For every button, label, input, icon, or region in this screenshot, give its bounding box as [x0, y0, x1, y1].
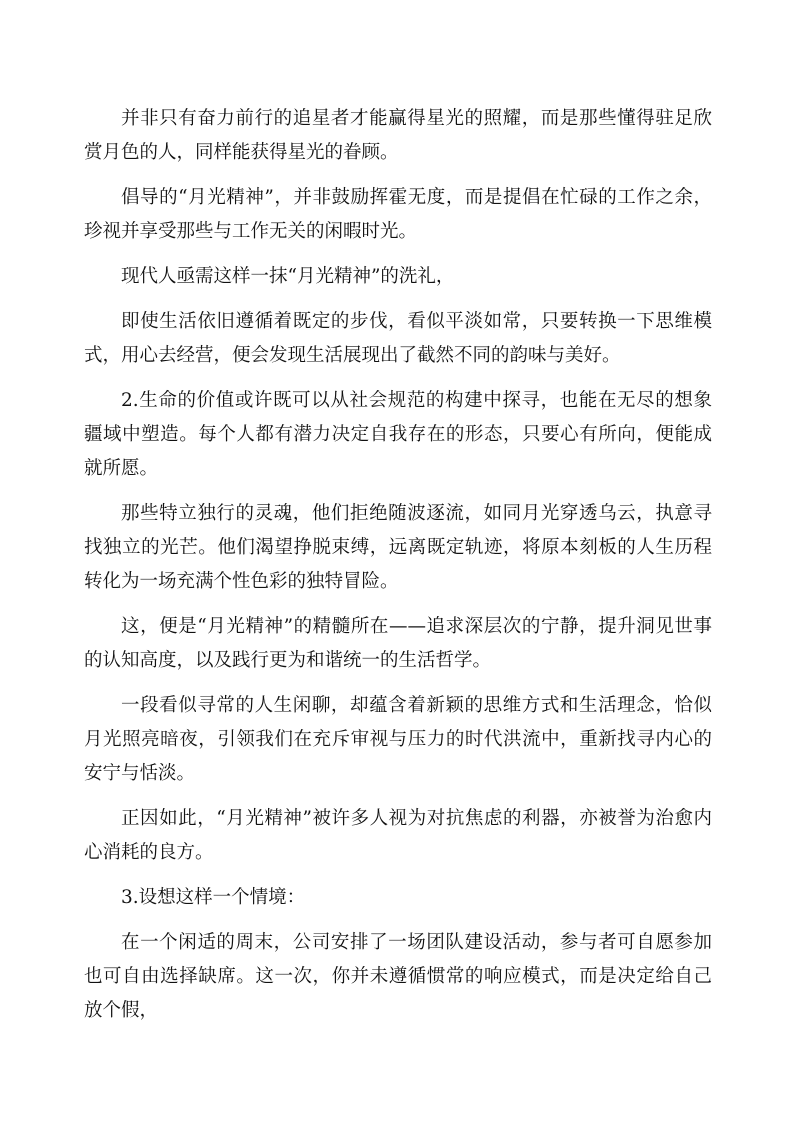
paragraph: 这，便是“月光精神”的精髓所在——追求深层次的宁静，提升洞见世事的认知高度，以及践行更为和谐统一的生活哲学。 — [84, 616, 712, 671]
paragraph: 现代人亟需这样一抹“月光精神”的洗礼， — [121, 266, 455, 287]
paragraph: 2.生命的价值或许既可以从社会规范的构建中探寻，也能在无尽的想象疆域中塑造。每个人都有潜力决定自我存在的形态，只要心有所向，便能成就所愿。 — [84, 390, 712, 479]
paragraph: 3.设想这样一个情境： — [121, 887, 306, 908]
document-body — [84, 102, 712, 1039]
paragraph: 一段看似寻常的人生闲聊，却蕴含着新颖的思维方式和生活理念，恰似月光照亮暗夜，引领我们在充斥审视与压力的时代洪流中，重新找寻内心的安宁与恬淡。 — [84, 695, 712, 784]
paragraph: 在一个闲适的周末，公司安排了一场团队建设活动，参与者可自愿参加也可自由选择缺席。这一次，你并未遵循惯常的响应模式，而是决定给自己放个假， — [84, 932, 712, 1021]
paragraph: 倡导的“月光精神”，并非鼓励挥霍无度，而是提倡在忙碌的工作之余，珍视并享受那些与工作无关的闲暇时光。 — [84, 187, 712, 242]
paragraph: 即使生活依旧遵循着既定的步伐，看似平淡如常，只要转换一下思维模式，用心去经营，便会发现生活展现出了截然不同的韵味与美好。 — [84, 311, 712, 366]
paragraph: 正因如此，“月光精神”被许多人视为对抗焦虑的利器，亦被誉为治愈内心消耗的良方。 — [84, 808, 712, 863]
paragraph: 并非只有奋力前行的追星者才能赢得星光的照耀，而是那些懂得驻足欣赏月色的人，同样能获得星光的眷顾。 — [84, 108, 712, 163]
paragraph: 那些特立独行的灵魂，他们拒绝随波逐流，如同月光穿透乌云，执意寻找独立的光芒。他们渴望挣脱束缚，远离既定轨迹，将原本刻板的人生历程转化为一场充满个性色彩的独特冒险。 — [84, 503, 712, 592]
